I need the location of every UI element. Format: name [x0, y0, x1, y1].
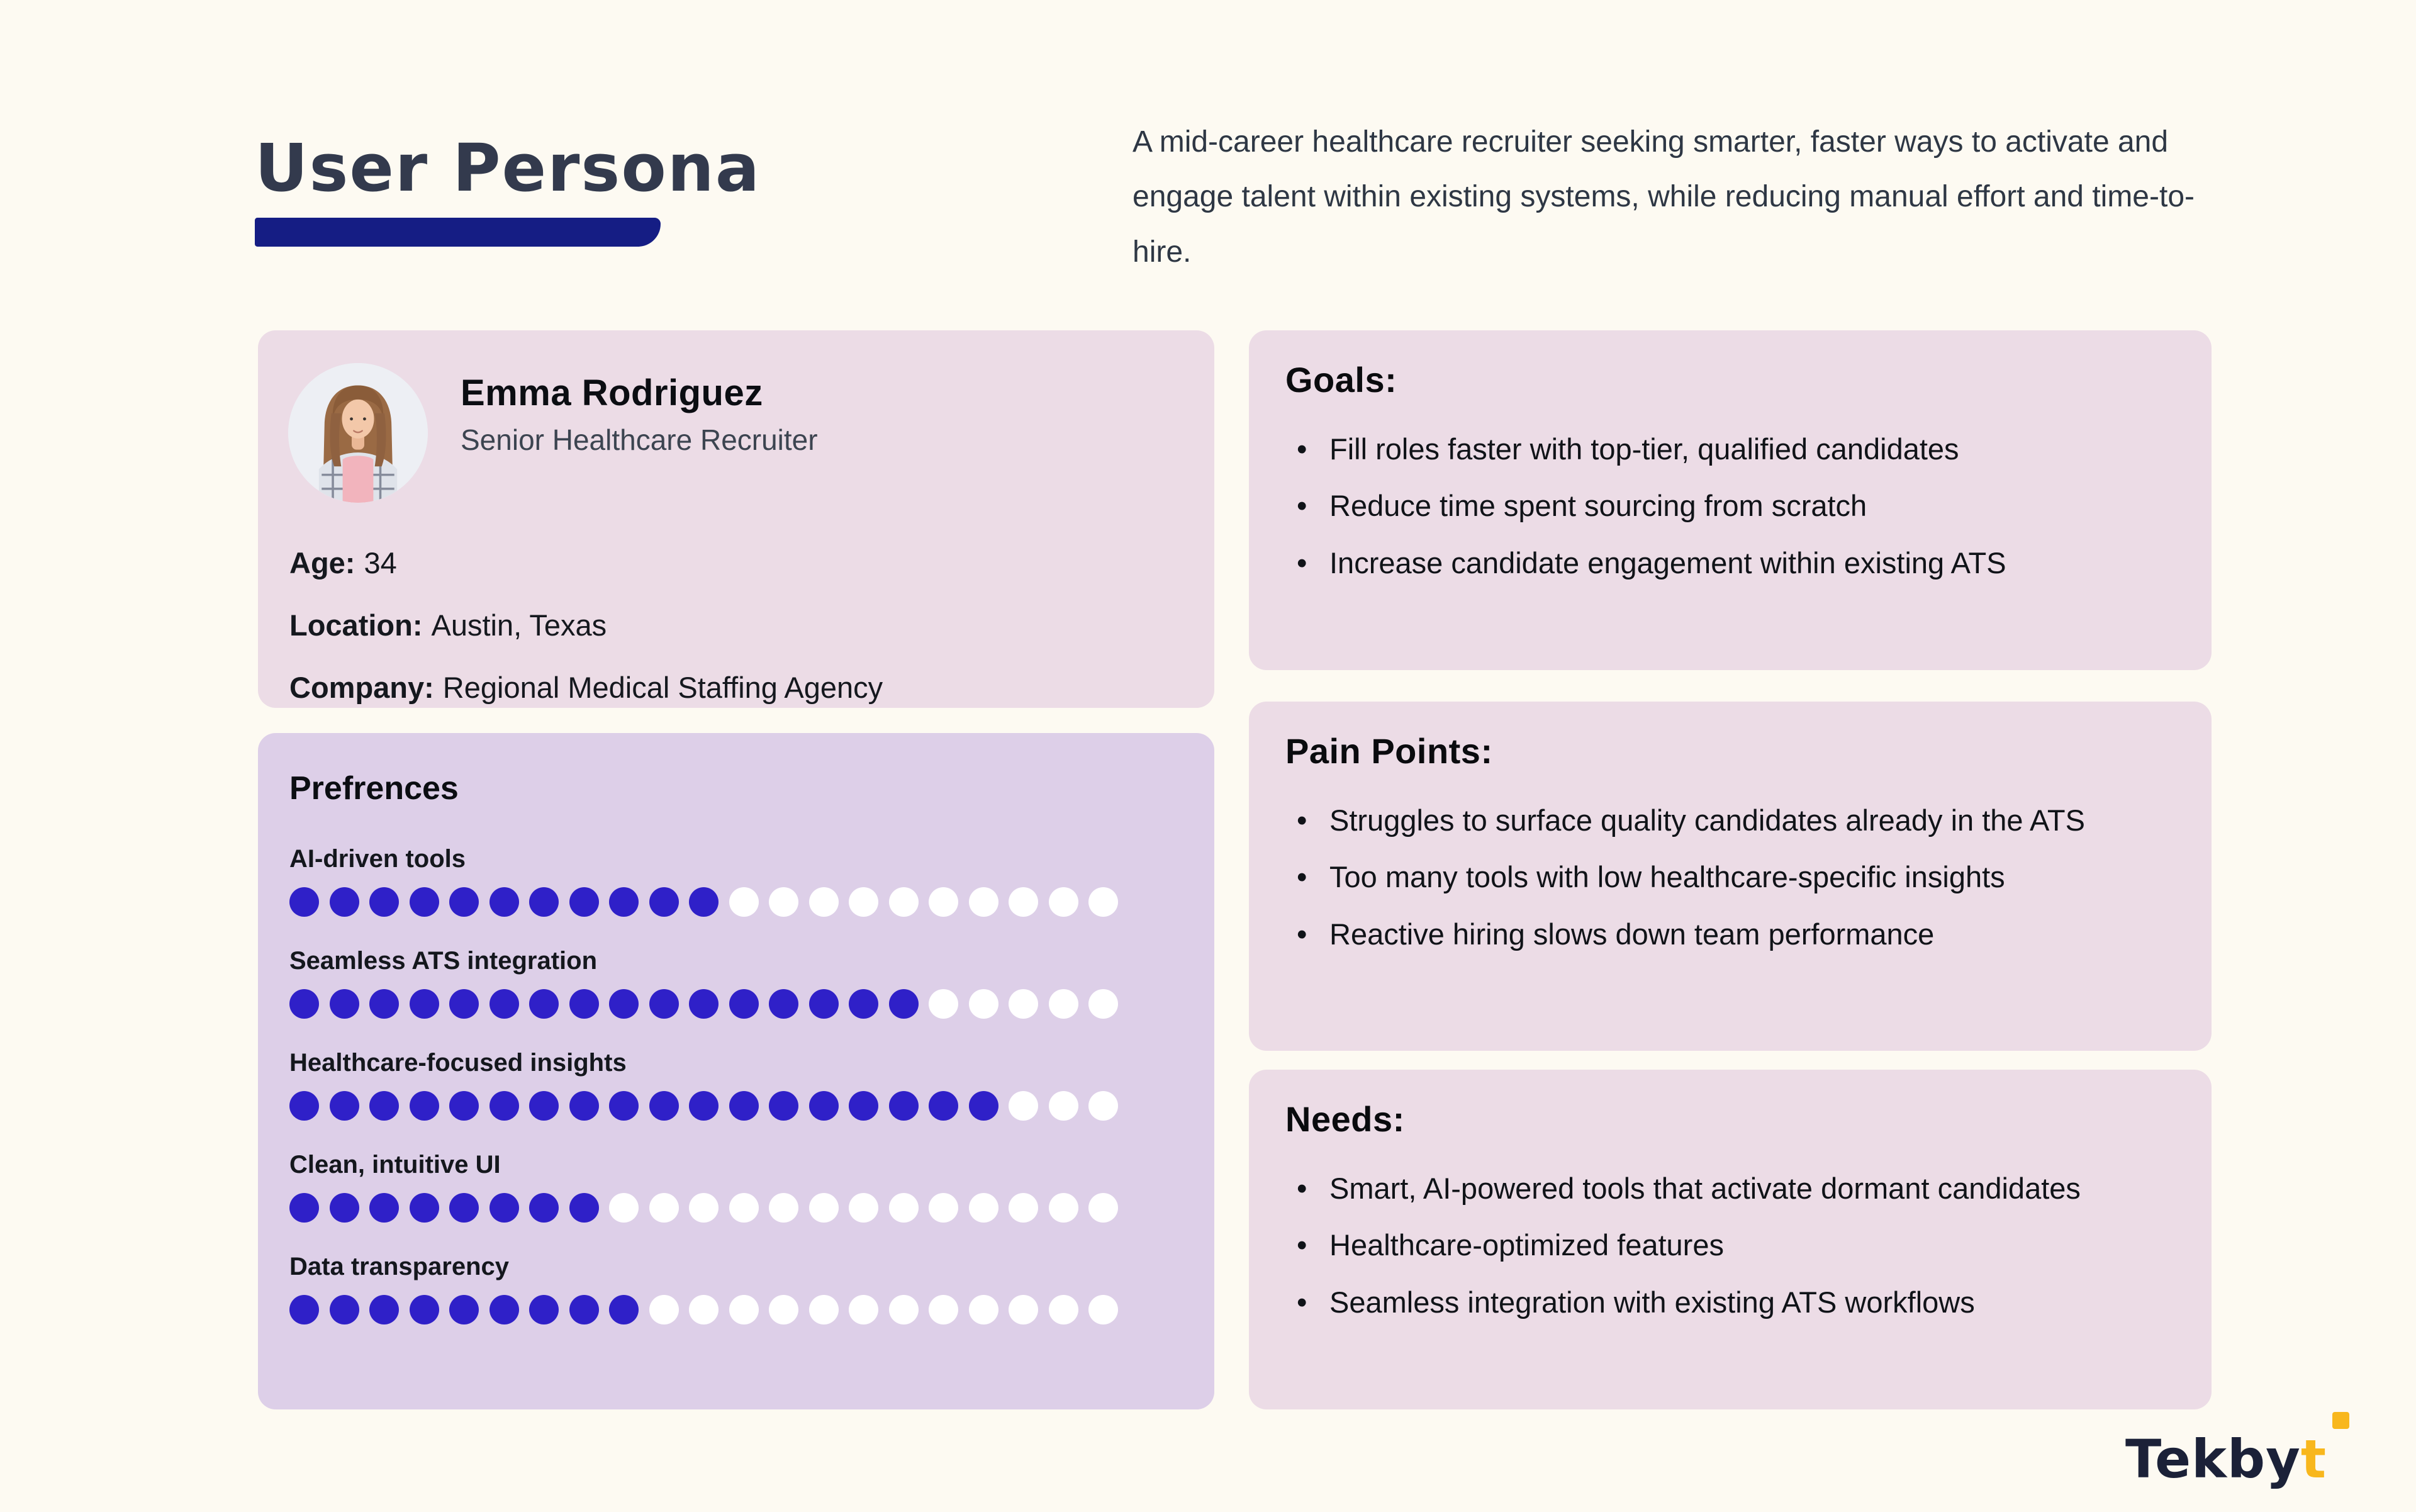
rating-dot-filled [529, 887, 559, 917]
field-value: Regional Medical Staffing Agency [442, 671, 883, 704]
bullet-item: • Too many tools with low healthcare-specific insights [1293, 854, 2117, 900]
field-value: 34 [364, 546, 397, 580]
rating-dot-filled [569, 1091, 599, 1121]
rating-dot-filled [449, 989, 479, 1019]
needs-card [1249, 1070, 2212, 1409]
logo-text-primary: Tekby [2125, 1428, 2301, 1490]
rating-dot-empty [889, 1295, 919, 1324]
preferences-title: Prefrences [289, 770, 459, 807]
preference-row [289, 1151, 1189, 1223]
avatar-illustration [288, 363, 428, 503]
rating-dot-filled [289, 1091, 319, 1121]
rating-dot-empty [1049, 1193, 1078, 1223]
rating-dot-empty [849, 1295, 878, 1324]
rating-dot-empty [1049, 887, 1078, 917]
persona-summary: A mid-career healthcare recruiter seeking smarter, faster ways to activate and engage talent within existing systems, while reducing manual effort and time-to-hire. [1132, 125, 2195, 269]
rating-dot-empty [1088, 1295, 1118, 1324]
rating-dot-empty [929, 887, 958, 917]
rating-dot-empty [849, 1193, 878, 1223]
profile-field-row [289, 546, 1183, 580]
rating-dot-empty [1088, 1193, 1118, 1223]
rating-dot-empty [769, 1193, 798, 1223]
rating-dot-filled [809, 989, 839, 1019]
rating-dot-filled [529, 1091, 559, 1121]
pain-points-card [1249, 702, 2212, 1051]
rating-dot-empty [1088, 887, 1118, 917]
pain-points-title: Pain Points: [1285, 731, 1493, 771]
rating-dot-filled [449, 1193, 479, 1223]
rating-dot-filled [330, 1193, 359, 1223]
rating-dot-filled [569, 887, 599, 917]
rating-dot-filled [489, 887, 519, 917]
rating-dot-filled [849, 1091, 878, 1121]
preference-row [289, 845, 1189, 917]
rating-dot-filled [289, 989, 319, 1019]
needs-list [1293, 1165, 2117, 1336]
rating-dot-empty [1009, 1193, 1038, 1223]
preference-dot-rating [289, 989, 1189, 1019]
rating-dot-filled [289, 1193, 319, 1223]
profile-card [258, 330, 1214, 708]
rating-dot-filled [569, 989, 599, 1019]
preference-label: Healthcare-focused insights [289, 1049, 627, 1077]
preference-dot-rating [289, 1193, 1189, 1223]
rating-dot-filled [289, 1295, 319, 1324]
goals-list [1293, 426, 2117, 596]
rating-dot-filled [609, 1091, 639, 1121]
profile-name: Emma Rodriguez [461, 372, 763, 413]
goals-title: Goals: [1285, 360, 1397, 400]
rating-dot-filled [689, 887, 719, 917]
rating-dot-empty [1049, 1295, 1078, 1324]
rating-dot-filled [649, 989, 679, 1019]
avatar [288, 363, 428, 503]
rating-dot-filled [769, 1091, 798, 1121]
rating-dot-empty [809, 1295, 839, 1324]
rating-dot-filled [609, 887, 639, 917]
tekbyt-logo [2125, 1428, 2327, 1490]
rating-dot-empty [769, 887, 798, 917]
field-label: Age: [289, 546, 355, 580]
preference-label: Clean, intuitive UI [289, 1151, 501, 1179]
rating-dot-filled [369, 989, 399, 1019]
rating-dot-empty [929, 1295, 958, 1324]
bullet-item: • Reduce time spent sourcing from scratch [1293, 483, 2117, 529]
field-label: Company: [289, 671, 434, 704]
rating-dot-empty [609, 1193, 639, 1223]
preference-label: Data transparency [289, 1253, 510, 1280]
needs-title: Needs: [1285, 1099, 1405, 1139]
rating-dot-empty [1009, 989, 1038, 1019]
rating-dot-empty [769, 1295, 798, 1324]
rating-dot-filled [369, 1091, 399, 1121]
profile-head [461, 372, 818, 457]
preferences-card [258, 733, 1214, 1409]
pain-points-list [1293, 797, 2117, 968]
bullet-item: • Fill roles faster with top-tier, qualified candidates [1293, 426, 2117, 473]
rating-dot-filled [449, 887, 479, 917]
rating-dot-filled [410, 887, 439, 917]
rating-dot-empty [729, 1193, 759, 1223]
rating-dot-empty [689, 1193, 719, 1223]
rating-dot-empty [889, 887, 919, 917]
goals-card [1249, 330, 2212, 670]
rating-dot-empty [809, 887, 839, 917]
rating-dot-filled [489, 1193, 519, 1223]
rating-dot-empty [929, 1193, 958, 1223]
preference-row [289, 1253, 1189, 1324]
rating-dot-empty [649, 1193, 679, 1223]
preference-dot-rating [289, 1295, 1189, 1324]
profile-field-row [289, 670, 1183, 705]
field-label: Location: [289, 608, 423, 642]
rating-dot-filled [529, 1295, 559, 1324]
rating-dot-empty [849, 887, 878, 917]
preference-row [289, 947, 1189, 1019]
bullet-item: • Smart, AI-powered tools that activate dormant candidates [1293, 1165, 2117, 1212]
rating-dot-filled [369, 887, 399, 917]
title-underline-bar [255, 218, 661, 247]
rating-dot-filled [330, 887, 359, 917]
rating-dot-filled [529, 989, 559, 1019]
rating-dot-filled [929, 1091, 958, 1121]
rating-dot-filled [689, 989, 719, 1019]
rating-dot-empty [649, 1295, 679, 1324]
rating-dot-filled [649, 887, 679, 917]
rating-dot-filled [489, 989, 519, 1019]
rating-dot-empty [969, 1295, 998, 1324]
bullet-item: • Increase candidate engagement within existing ATS [1293, 540, 2117, 586]
rating-dot-empty [969, 887, 998, 917]
rating-dot-empty [729, 887, 759, 917]
page-title: User Persona [255, 130, 761, 206]
bullet-item: • Reactive hiring slows down team performance [1293, 911, 2117, 958]
rating-dot-filled [449, 1091, 479, 1121]
rating-dot-empty [969, 1193, 998, 1223]
rating-dot-empty [729, 1295, 759, 1324]
rating-dot-empty [889, 1193, 919, 1223]
preference-dot-rating [289, 887, 1189, 917]
rating-dot-empty [1009, 1295, 1038, 1324]
rating-dot-filled [410, 989, 439, 1019]
rating-dot-filled [729, 1091, 759, 1121]
rating-dot-filled [330, 989, 359, 1019]
preference-row [289, 1049, 1189, 1121]
rating-dot-filled [569, 1193, 599, 1223]
rating-dot-filled [410, 1193, 439, 1223]
profile-field-row [289, 608, 1183, 642]
rating-dot-empty [689, 1295, 719, 1324]
bullet-item: • Healthcare-optimized features [1293, 1222, 2117, 1268]
rating-dot-filled [410, 1091, 439, 1121]
logo-text-accent [2301, 1428, 2327, 1490]
rating-dot-filled [410, 1295, 439, 1324]
rating-dot-empty [929, 989, 958, 1019]
rating-dot-filled [369, 1295, 399, 1324]
rating-dot-filled [729, 989, 759, 1019]
rating-dot-filled [889, 1091, 919, 1121]
rating-dot-empty [1049, 1091, 1078, 1121]
rating-dot-filled [689, 1091, 719, 1121]
preference-label: Seamless ATS integration [289, 947, 598, 975]
rating-dot-empty [809, 1193, 839, 1223]
rating-dot-filled [529, 1193, 559, 1223]
rating-dot-filled [489, 1295, 519, 1324]
profile-fields [289, 518, 1183, 705]
rating-dot-filled [609, 989, 639, 1019]
rating-dot-filled [330, 1295, 359, 1324]
preference-label: AI-driven tools [289, 845, 466, 873]
rating-dot-empty [1088, 1091, 1118, 1121]
rating-dot-empty [1088, 989, 1118, 1019]
rating-dot-filled [330, 1091, 359, 1121]
preference-dot-rating [289, 1091, 1189, 1121]
title-block [255, 131, 761, 247]
rating-dot-filled [769, 989, 798, 1019]
rating-dot-filled [449, 1295, 479, 1324]
profile-role: Senior Healthcare Recruiter [461, 423, 818, 456]
rating-dot-filled [809, 1091, 839, 1121]
rating-dot-filled [569, 1295, 599, 1324]
logo-accent-letter: t [2300, 1428, 2327, 1490]
rating-dot-empty [969, 989, 998, 1019]
bullet-item: • Seamless integration with existing ATS workflows [1293, 1279, 2117, 1326]
rating-dot-filled [969, 1091, 998, 1121]
rating-dot-filled [849, 989, 878, 1019]
rating-dot-empty [1049, 989, 1078, 1019]
rating-dot-empty [1009, 1091, 1038, 1121]
rating-dot-filled [289, 887, 319, 917]
logo-pixel-icon [2332, 1412, 2349, 1429]
bullet-item: • Struggles to surface quality candidates already in the ATS [1293, 797, 2117, 844]
rating-dot-filled [369, 1193, 399, 1223]
field-value: Austin, Texas [431, 608, 607, 642]
rating-dot-filled [609, 1295, 639, 1324]
preferences-list [289, 845, 1189, 1355]
rating-dot-filled [649, 1091, 679, 1121]
rating-dot-empty [1009, 887, 1038, 917]
rating-dot-filled [489, 1091, 519, 1121]
rating-dot-filled [889, 989, 919, 1019]
